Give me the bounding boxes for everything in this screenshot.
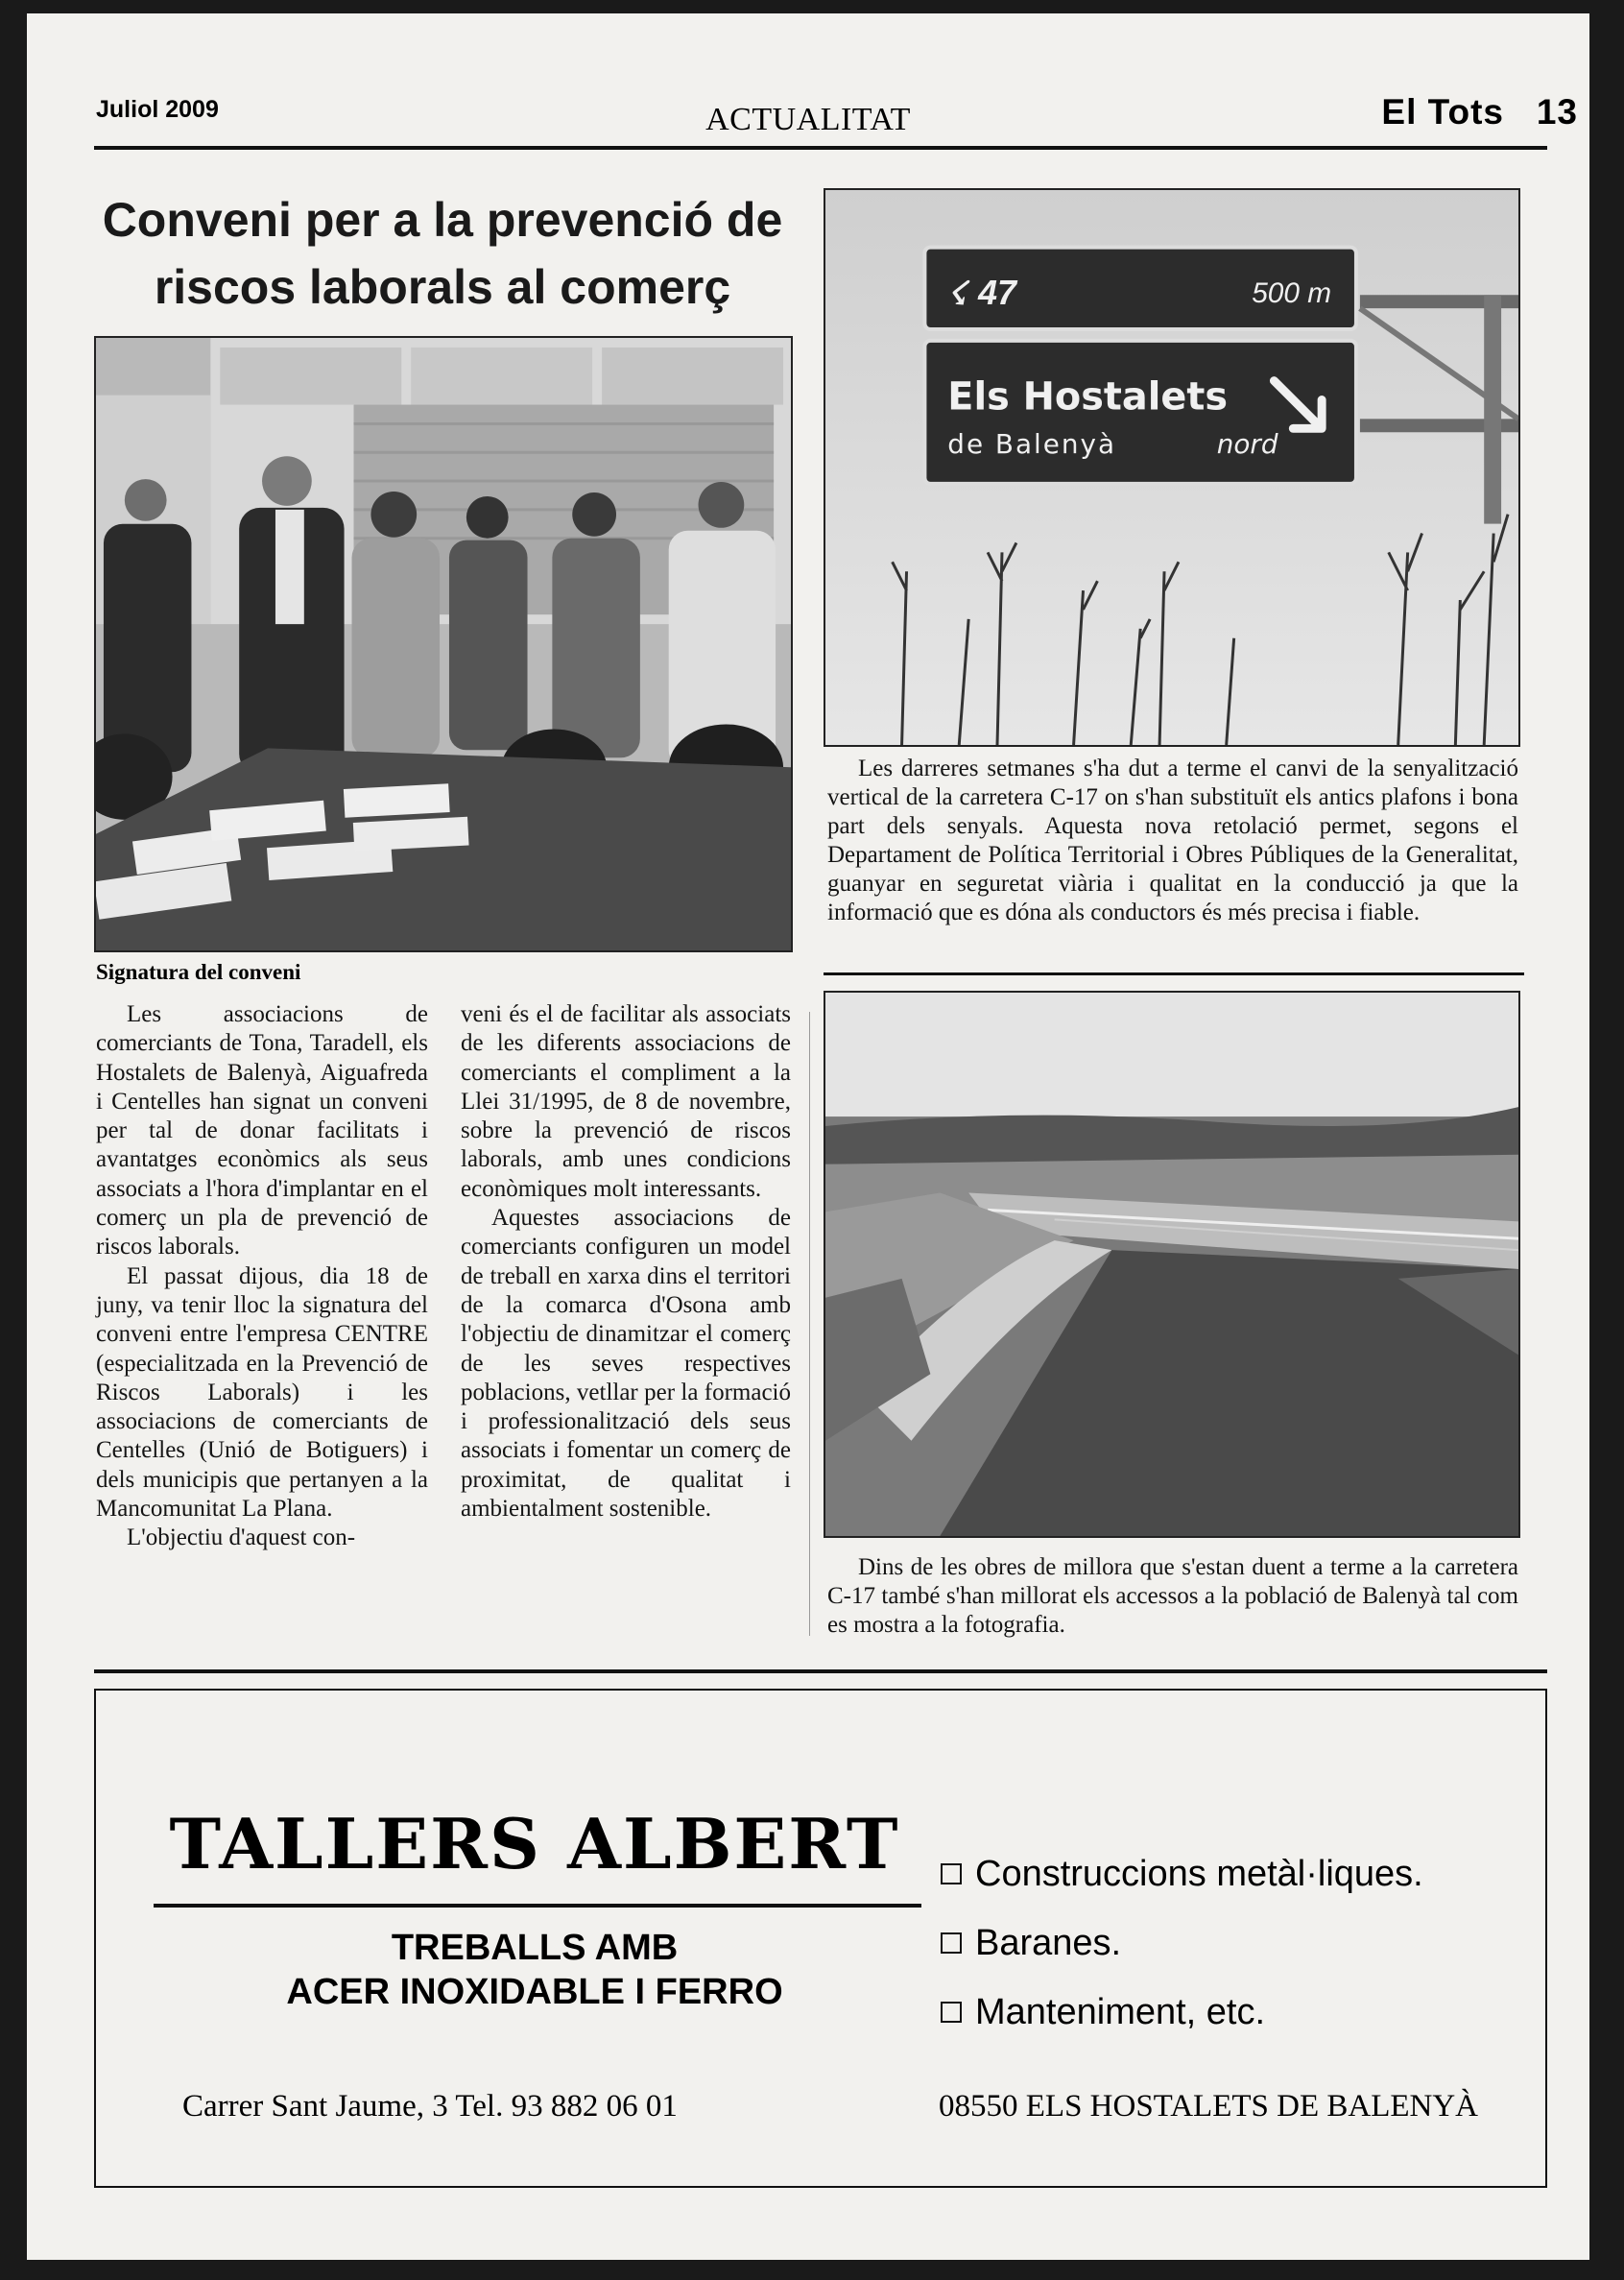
services-list [941, 1839, 1423, 2047]
advert-address: Carrer Sant Jaume, 3 Tel. 93 882 06 01 [182, 2089, 678, 2124]
advert-city: 08550 ELS HOSTALETS DE BALENYÀ [939, 2089, 1478, 2124]
publication-name: El Tots [1381, 92, 1504, 132]
headline-line-2: riscos laborals al comerç [154, 260, 731, 314]
paragraph: L'objectiu d'aquest con- [127, 1524, 356, 1551]
slogan-line-1: TREBALLS AMB [391, 1928, 679, 1968]
checkbox-icon [941, 2002, 962, 2023]
road-sign-caption: Les darreres setmanes s'ha dut a terme el canvi de la senyalització vertical de la carretera C-17 on s'han substituït els antics plafons i bona part dels senyals. Aquesta nova retolació permet, segons el Departament de Política Territorial i Obres Públiques de la Generalitat, guanyar en seguretat viària i qualitat en la conducció ja que la informació que es dóna als conductors és més precisa i fiable. [827, 756, 1518, 925]
issue-date: Juliol 2009 [96, 96, 219, 123]
service-item: Manteniment, etc. [941, 1978, 1423, 2047]
section-title: ACTUALITAT [705, 102, 911, 137]
exit-number: 47 [978, 274, 1016, 313]
advert-slogan [146, 1926, 923, 2014]
newspaper-page [27, 13, 1589, 2260]
photo-caption: Signatura del conveni [96, 960, 301, 984]
exit-distance: 500 m [1252, 277, 1332, 310]
company-logo [146, 1787, 923, 1902]
service-item: Construccions metàl·liques. [941, 1839, 1423, 1908]
svg-text:☇: ☇ [947, 276, 967, 313]
section-rule [824, 972, 1524, 975]
article-headline [94, 186, 791, 321]
advert-top-rule [94, 1669, 1547, 1673]
column-divider [809, 1012, 810, 1636]
road-works-photo [824, 991, 1520, 1538]
article-column-1 [96, 1000, 428, 1553]
signing-photo [94, 336, 793, 952]
sign-direction: nord [1216, 428, 1278, 461]
paragraph: veni és el de facilitar als associats de les diferents associacions de comerciants el compliment a la Llei 31/1995, de 8 de novembre, sobre la prevenció de riscos laborals, amb unes condicions econòmiques molt interessants. [461, 1001, 791, 1202]
paragraph: Aquestes associacions de comerciants configuren un model de treball en xarxa dins el territori de la comarca d'Osona amb l'objectiu de dinamitzar el comerç de les seves respectives poblacions, vetllar per la formació i professionalització dels seus associats i fomentar un comerç de proximitat, de qualitat i ambientalment sostenible. [461, 1205, 791, 1523]
road-works-caption: Dins de les obres de millora que s'estan duent a terme a la carretera C-17 també s'han millorat els accessos a la població de Balenyà tal com es mostra a la fotografia. [827, 1554, 1518, 1638]
slogan-line-2: ACER INOXIDABLE I FERRO [286, 1972, 783, 2012]
paragraph: El passat dijous, dia 18 de juny, va tenir lloc la signatura del conveni entre l'empresa CENTRE (especialitzada en la Prevenció de Riscos Laborals) i les associacions de comerciants de Centelles (Unió de Botiguers) i dels municipis que pertanyen a la Mancomunitat La Plana. [96, 1262, 428, 1523]
paragraph: Les associacions de comerciants de Tona, Taradell, els Hostalets de Balenyà, Aiguafreda i Centelles han signat un conveni per tal de donar facilitats i avantatges econòmics als seus associats a l'hora d'implantar en el comerç un pla de prevenció de riscos laborals. [96, 1001, 428, 1260]
sign-destination: Els Hostalets [947, 374, 1229, 420]
service-item: Baranes. [941, 1908, 1423, 1978]
article-column-2 [461, 1000, 791, 1524]
logo-text: TALLERS ALBERT [169, 1803, 900, 1884]
logo-underline [154, 1904, 921, 1908]
masthead [1381, 92, 1578, 132]
headline-line-1: Conveni per a la prevenció de [102, 193, 783, 247]
header-rule [94, 146, 1547, 150]
checkbox-icon [941, 1932, 962, 1954]
checkbox-icon [941, 1863, 962, 1884]
road-sign-photo [824, 188, 1520, 747]
page-number: 13 [1536, 92, 1578, 132]
sign-destination-sub: de Balenyà [947, 428, 1116, 461]
advertisement [94, 1689, 1547, 2188]
